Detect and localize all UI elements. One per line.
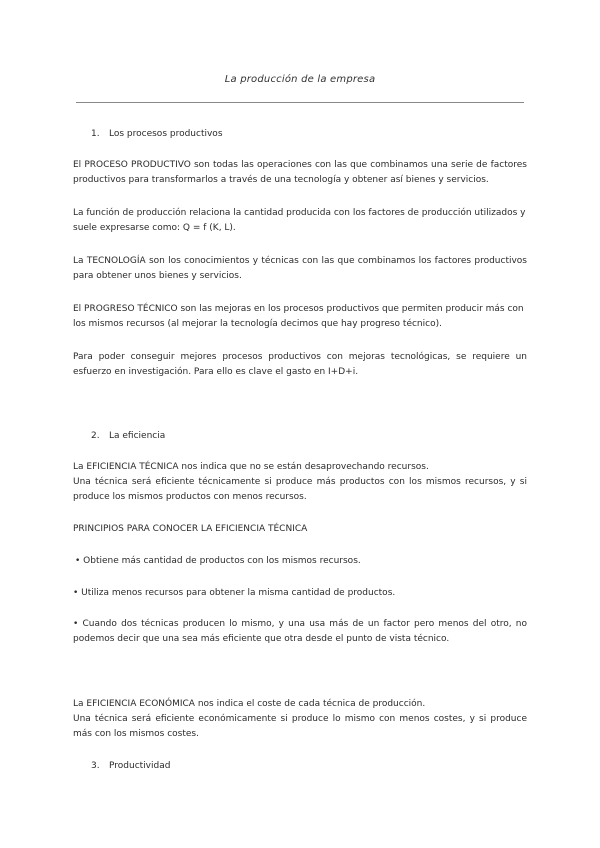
text-line: El PROCESO PRODUCTIVO son todas las operaciones con las que combinamos una serie de [73, 160, 488, 170]
title-divider [76, 102, 524, 103]
paragraph-eficiencia-economica [73, 697, 527, 742]
principles-heading [73, 522, 527, 537]
section-title: Los procesos productivos [109, 129, 223, 139]
text-line: PRINCIPIOS PARA CONOCER LA EFICIENCIA TÉCNICA [73, 524, 308, 534]
section-number: 3. [91, 761, 100, 771]
text-line: Una técnica será eficiente económicamente si produce lo mismo con menos costes, y si produce más [73, 714, 527, 739]
text-line: para obtener unos bienes y servicios. [73, 271, 242, 281]
text-line: podemos decir que una sea más eficiente que otra desde el punto de vista técnico. [73, 634, 450, 644]
text-line: • Cuando dos técnicas producen lo mismo, y una usa más de un factor pero menos del otro, no [73, 619, 527, 629]
text-line: El PROGRESO TÉCNICO son las mejoras en los procesos productivos que permiten producir más con [73, 304, 524, 314]
text-line: con los mismos costes. [94, 729, 199, 739]
text-line: suele expresarse como: Q = f (K, L). [73, 223, 236, 233]
text-line: factores productivos para transformarlos a través de una tecnología y obtener así bienes y servicios. [73, 160, 527, 185]
text-line: Una técnica será eficiente técnicamente si produce más productos con los mismos recursos, y si [73, 477, 527, 487]
section-title: Productividad [109, 761, 171, 771]
text-line: La TECNOLOGÍA son los conocimientos y técnicas con las que combinamos los factores productivos [73, 256, 527, 266]
text-line: • Utiliza menos recursos para obtener la misma cantidad de productos. [73, 588, 396, 598]
section-number: 1. [91, 129, 100, 139]
principle-item-1 [75, 554, 529, 569]
document-title: La producción de la empresa [224, 74, 376, 85]
text-line: La EFICIENCIA TÉCNICA nos indica que no se están desaprovechando recursos. [73, 462, 429, 472]
paragraph-progreso-tecnico [73, 302, 527, 332]
text-line: La EFICIENCIA ECONÓMICA nos indica el coste de cada técnica de producción. [73, 699, 426, 709]
section-heading-procesos [91, 127, 223, 142]
paragraph-investigacion [73, 350, 527, 380]
section-number: 2. [91, 431, 100, 441]
text-line: produce los mismos productos con menos recursos. [73, 492, 307, 502]
text-line: • Obtiene más cantidad de productos con los mismos recursos. [75, 556, 361, 566]
principle-item-2 [73, 586, 527, 601]
paragraph-proceso-productivo [73, 158, 527, 188]
section-title: La eficiencia [109, 431, 166, 441]
principle-item-3 [73, 617, 527, 647]
text-line: esfuerzo en investigación. Para ello es clave el gasto en I+D+i. [73, 367, 359, 377]
text-line: Para poder conseguir mejores procesos productivos con mejoras tecnológicas, se requiere un [73, 352, 527, 362]
paragraph-tecnologia [73, 254, 527, 284]
text-line: La función de producción relaciona la cantidad producida con los factores de producción utilizados y [73, 208, 526, 218]
text-line: los mismos recursos (al mejorar la tecnología decimos que hay progreso técnico). [73, 319, 442, 329]
paragraph-eficiencia-tecnica [73, 460, 527, 505]
section-heading-productividad [91, 759, 170, 774]
section-heading-eficiencia [91, 429, 165, 444]
paragraph-funcion-produccion [73, 206, 527, 236]
